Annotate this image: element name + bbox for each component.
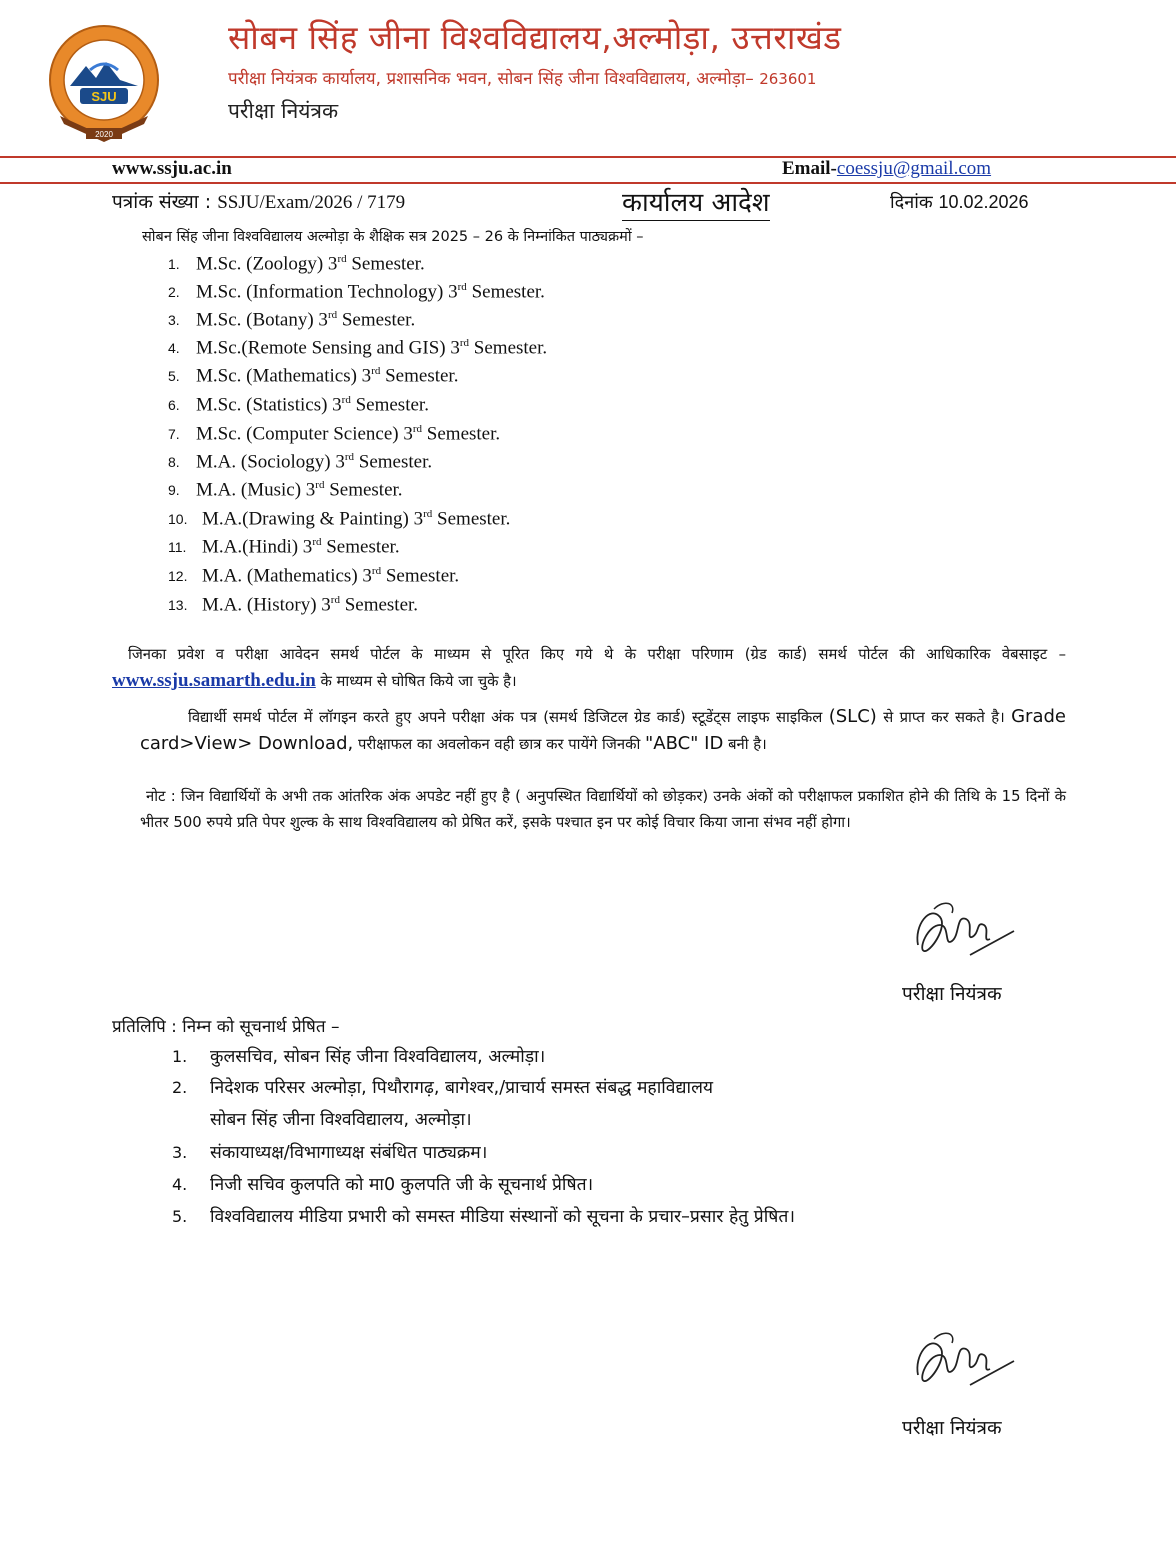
para2-text-b: से प्राप्त कर सकते है। [876,709,1012,726]
course-number: 8. [168,454,180,471]
course-name: M.Sc. (Botany) 3 [196,309,328,331]
reference-number: SSJU/Exam/2026 / 7179 [217,192,406,213]
course-name: M.A. (History) 3 [202,594,331,616]
date-value: 10.02.2026 [938,192,1029,212]
course-item [168,423,500,445]
course-name: M.Sc. (Statistics) 3 [196,394,342,416]
course-number: 13. [168,597,188,614]
copy-number: 5. [172,1207,188,1226]
copy-item-continuation: सोबन सिंह जीना विश्वविद्यालय, अल्मोड़ा। [210,1110,472,1130]
copy-item [172,1044,545,1068]
order-date [890,190,1029,214]
email-label: Email- [782,158,837,179]
course-number: 9. [168,482,180,499]
course-name: M.Sc. (Computer Science) 3 [196,423,413,445]
course-rest: Semester. [321,536,400,558]
course-name: M.A. (Music) 3 [196,479,316,501]
paragraph-results [112,642,1066,695]
course-item [168,565,459,587]
paragraph-download [140,704,1066,758]
course-rest: Semester. [422,423,501,445]
para2-text-c: परीक्षाफल का अवलोकन वही छात्र कर पायेंगे जिनकी [353,736,645,753]
course-sup: rd [412,423,423,435]
course-name: M.A.(Hindi) 3 [202,536,313,558]
course-sup: rd [371,365,381,377]
university-logo [40,24,168,144]
course-number: 6. [168,397,180,414]
copy-number: 1. [172,1047,188,1066]
copy-item [172,1204,795,1228]
logo-year: 2020 [95,130,113,139]
course-item [168,365,458,387]
para1-text-b: के माध्यम से घोषित किये जा चुके है। [315,673,517,690]
course-name: M.Sc.(Remote Sensing and GIS) 3 [196,337,460,359]
website-link[interactable]: www.ssju.ac.in [112,158,232,179]
course-item [168,536,400,558]
signatory-title: परीक्षा नियंत्रक [902,1417,1002,1439]
course-sup: rd [341,394,351,406]
course-rest: Semester. [466,281,545,303]
course-number: 10. [168,511,188,528]
slc-text: (SLC) [828,706,877,727]
course-rest: Semester. [339,594,419,616]
copy-item [172,1075,713,1099]
course-number: 11. [168,539,187,556]
course-sup: rd [337,253,347,265]
office-order-title: कार्यालय आदेश [622,183,770,221]
email-link[interactable]: coessju@gmail.com [836,158,992,179]
course-item [168,479,403,501]
course-item [168,281,545,303]
course-sup: rd [344,451,354,463]
course-item [168,309,415,331]
copy-number: 3. [172,1143,188,1162]
course-rest: Semester. [324,479,403,501]
course-sup: rd [327,309,338,321]
course-name: M.Sc. (Information Technology) 3 [196,281,458,303]
copy-text: विश्वविद्यालय मीडिया प्रभारी को समस्त मीडिया संस्थानों को सूचना के प्रचार–प्रसार हेतु प्रेषित। [210,1207,796,1227]
download-path: Grade card>View> Download, [140,706,1066,754]
course-name: M.A. (Sociology) 3 [196,451,345,473]
copy-text: निजी सचिव कुलपति को मा0 कुलपति जी के सूचनार्थ प्रेषित। [210,1175,594,1195]
course-sup: rd [312,536,322,548]
course-rest: Semester. [381,565,460,587]
course-item [168,451,432,473]
reference-label: पत्रांक संख्या : [112,191,212,213]
course-sup: rd [330,594,340,606]
para1-text-a: जिनका प्रवेश व परीक्षा आवेदन समर्थ पोर्टल के माध्यम से पूरित किए गये थे के परीक्षा परिणाम (ग्रेड कार्ड) समर्थ पोर्टल की आधिकारिक वेबसाइट – [128,646,1066,663]
pincode: 263601 [759,70,817,88]
para2-text-a: विद्यार्थी समर्थ पोर्टल में लॉगइन करते हुए अपने परीक्षा अंक पत्र (समर्थ डिजिटल ग्रेड कार्ड) स्टूडेंट्स लाइफ साइकिल [188,709,829,726]
header-role: परीक्षा नियंत्रक [228,99,339,123]
course-number: 5. [168,368,180,385]
email-line [782,158,991,180]
course-name: M.A. (Mathematics) 3 [202,565,372,587]
signatory-title: परीक्षा नियंत्रक [902,983,1002,1005]
copy-text: कुलसचिव, सोबन सिंह जीना विश्वविद्यालय, अल्मोड़ा। [210,1047,546,1067]
course-number: 3. [168,312,180,329]
copy-item [172,1140,487,1164]
course-number: 4. [168,340,180,357]
copy-text: निदेशक परिसर अल्मोड़ा, पिथौरागढ़, बागेश्वर,/प्राचार्य समस्त संबद्ध महाविद्यालय [210,1078,714,1098]
course-number: 7. [168,426,180,443]
course-rest: Semester. [350,394,429,416]
copy-text: संकायाध्यक्ष/विभागाध्यक्ष संबंधित पाठ्यक्रम। [210,1143,488,1163]
copy-number: 4. [172,1175,188,1194]
copy-item [172,1172,593,1196]
samarth-link[interactable]: www.ssju.samarth.edu.in [112,670,316,691]
course-item [168,337,547,359]
course-sup: rd [457,281,467,293]
signature-image [910,895,1020,975]
course-rest: Semester. [337,309,416,331]
course-rest: Semester. [469,337,548,359]
course-rest: Semester. [380,365,459,387]
course-rest: Semester. [346,253,425,275]
copy-number: 2. [172,1078,188,1097]
para2-text-d: बनी है। [723,736,767,753]
course-number: 1. [168,256,180,273]
university-name: सोबन सिंह जीना विश्वविद्यालय,अल्मोड़ा, उत्तराखंड [228,18,842,57]
office-address [228,66,816,89]
course-name: M.Sc. (Zoology) 3 [196,253,338,275]
course-sup: rd [371,565,382,577]
office-address-text: परीक्षा नियंत्रक कार्यालय, प्रशासनिक भवन, सोबन सिंह जीना विश्वविद्यालय, अल्मोड़ा– [228,69,754,89]
copy-heading: प्रतिलिपि : निम्न को सूचनार्थ प्रेषित – [112,1017,340,1037]
course-item [168,594,418,616]
course-sup: rd [423,508,433,520]
reference-line [112,188,405,214]
course-item [168,253,425,275]
note-paragraph: नोट : जिन विद्यार्थियों के अभी तक आंतरिक अंक अपडेट नहीं हुए है ( अनुपस्थित विद्यार्थियों को छोड़कर) उनके अंकों को परीक्षाफल प्रकाशित होने की तिथि के 15 दिनों के भीतर 500 रुपये प्रति पेपर शुल्क के साथ विश्वविद्यालय को प्रेषित करें, इसके पश्चात इन पर कोई विचार किया जाना संभव नहीं होगा। [140,788,1066,831]
date-label: दिनांक [890,192,933,213]
signature-image [910,1325,1020,1405]
header-divider-bottom [0,182,1176,184]
course-item [168,394,429,416]
course-sup: rd [459,337,470,349]
course-sup: rd [315,479,325,491]
course-name: M.A.(Drawing & Painting) 3 [202,508,424,530]
logo-initials: SJU [91,89,117,104]
course-rest: Semester. [354,451,433,473]
course-item [168,508,510,530]
abc-id-text: "ABC" ID [644,733,724,754]
intro-text: सोबन सिंह जीना विश्वविद्यालय अल्मोड़ा के शैक्षिक सत्र 2025 – 26 के निम्नांकित पाठ्यक्रमों – [142,229,644,245]
course-name: M.Sc. (Mathematics) 3 [196,365,372,387]
course-number: 2. [168,284,180,301]
course-rest: Semester. [432,508,511,530]
course-number: 12. [168,568,188,585]
